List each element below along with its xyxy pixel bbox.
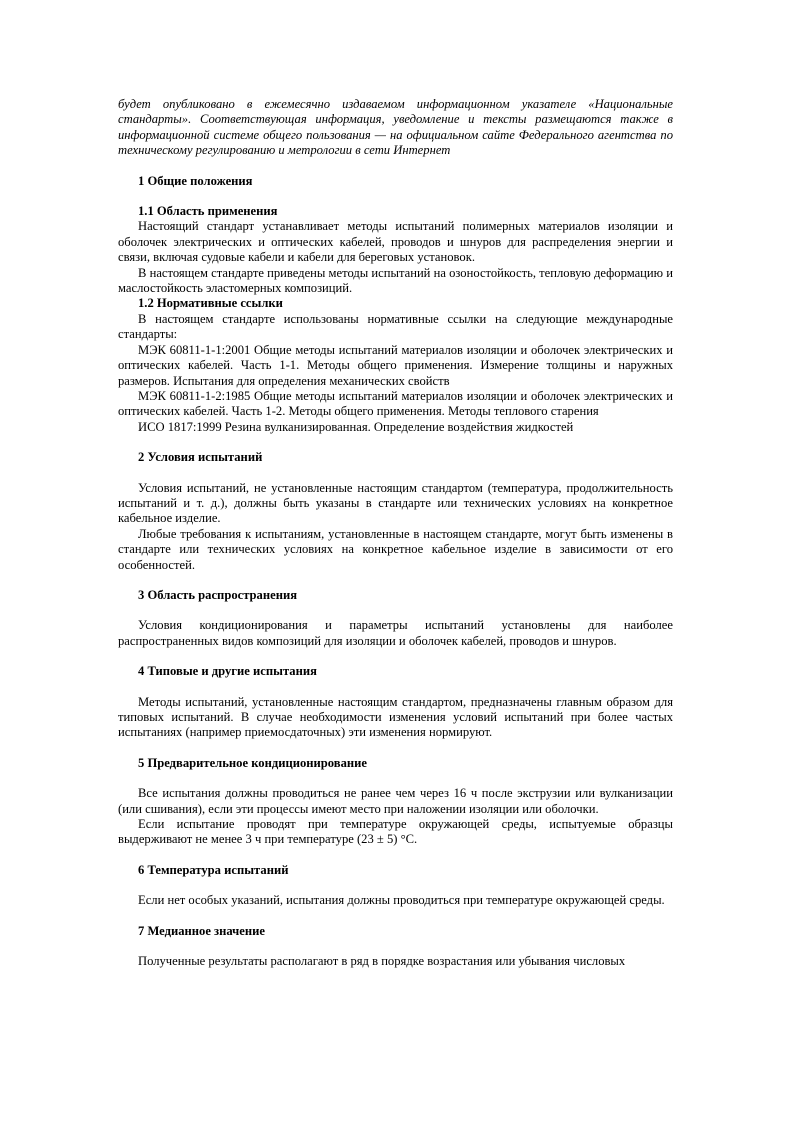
section-6-heading: 6 Температура испытаний (138, 862, 289, 877)
section-1-2-reference-2: МЭК 60811-1-2:1985 Общие методы испытаний материалов изоляции и оболочек электрических и оптических кабелей. Часть 1-2. Методы общего применения. Методы теплового старения (118, 388, 673, 419)
section-1-1-paragraph-2: В настоящем стандарте приведены методы испытаний на озоностойкость, тепловую деформацию и маслостойкость эластомерных композиций. (118, 265, 673, 296)
section-1-2-heading: 1.2 Нормативные ссылки (138, 296, 283, 311)
section-7-heading: 7 Медианное значение (138, 923, 265, 938)
section-1-2-reference-1: МЭК 60811-1-1:2001 Общие методы испытаний материалов изоляции и оболочек электрических и оптических кабелей. Часть 1-1. Методы общего применения. Измерение толщины и наружных размеров. Испытания для определения механических свойств (118, 342, 673, 388)
section-1-heading: 1 Общие положения (138, 173, 253, 188)
intro-paragraph: будет опубликовано в ежемесячно издаваемом информационном указателе «Национальные стандарты». Соответствующая информация, уведомление и тексты размещаются также в информационной системе общего пользования — на официальном сайте Федерального агентства по техническому регулированию и метрологии в сети Интернет (118, 97, 673, 158)
section-5-paragraph-1: Все испытания должны проводиться не ранее чем через 16 ч после экструзии или вулканизации (или сшивания), если эти процессы имеют место при наложении изоляции или оболочки. (118, 786, 673, 816)
section-1-1-paragraph-1: Настоящий стандарт устанавливает методы испытаний полимерных материалов изоляции и оболочек электрических и оптических кабелей, проводов и шнуров для распределения энергии и связи, включая судовые кабели и кабели для береговых установок. (118, 219, 673, 265)
section-5-heading: 5 Предварительное кондиционирование (138, 755, 367, 770)
section-6-paragraph-1: Если нет особых указаний, испытания должны проводиться при температуре окружающей среды. (138, 893, 665, 908)
section-3-heading: 3 Область распространения (138, 587, 298, 602)
section-1-2-paragraph-1: В настоящем стандарте использованы нормативные ссылки на следующие международные стандарты: (118, 311, 673, 342)
section-1-2-reference-3: ИСО 1817:1999 Резина вулканизированная. Определение воздействия жидкостей (138, 419, 574, 434)
section-3-paragraph-1: Условия кондиционирования и параметры испытаний установлены для наиболее распространенных видов композиций для изоляции и оболочек кабелей, проводов и шнуров. (118, 618, 673, 648)
section-2-heading: 2 Условия испытаний (138, 450, 263, 465)
section-7-paragraph-1: Полученные результаты располагают в ряд в порядке возрастания или убывания числовых (138, 954, 626, 969)
section-2-paragraph-2: Любые требования к испытаниям, установленные в настоящем стандарте, могут быть изменены в стандарте или технических условиях на конкретное кабельное изделие в зависимости от его особенностей. (118, 526, 673, 572)
section-2-paragraph-1: Условия испытаний, не установленные настоящим стандартом (температура, продолжительность испытаний и т. д.), должны быть указаны в стандарте или технических условиях на конкретное кабельное изделие. (118, 480, 673, 526)
section-4-paragraph-1: Методы испытаний, установленные настоящим стандартом, предназначены главным образом для типовых испытаний. В случае необходимости изменения условий испытаний при более частых испытаниях (например приемосдаточных) эти изменения нормируют. (118, 694, 673, 740)
section-5-paragraph-2: Если испытание проводят при температуре окружающей среды, испытуемые образцы выдерживают не менее 3 ч при температуре (23 ± 5) °С. (118, 817, 673, 847)
section-4-heading: 4 Типовые и другие испытания (138, 664, 317, 679)
section-1-1-heading: 1.1 Область применения (138, 204, 278, 219)
